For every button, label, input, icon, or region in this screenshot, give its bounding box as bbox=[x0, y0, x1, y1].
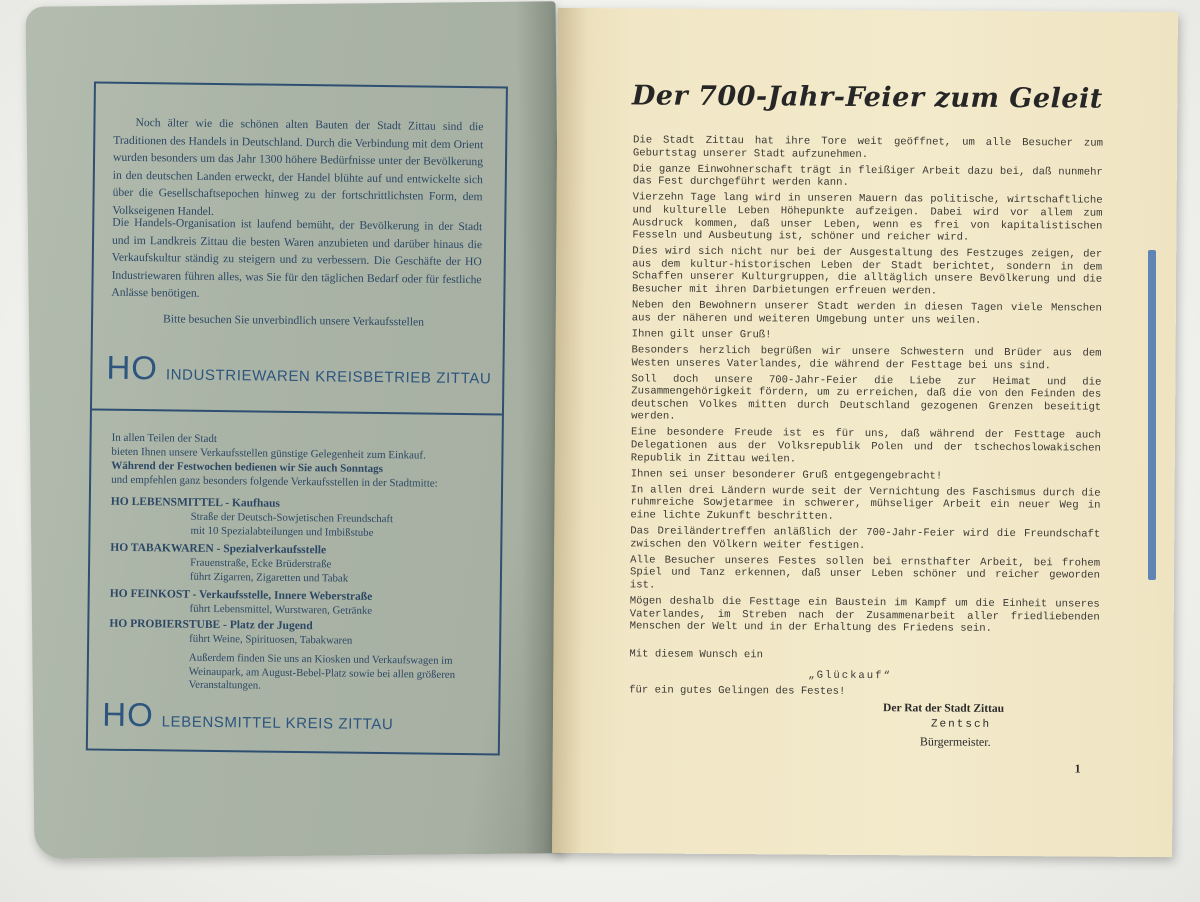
body-text bbox=[630, 134, 1103, 640]
gluckauf-line: „Glückauf“ bbox=[808, 669, 892, 683]
store-tabakwaren bbox=[110, 541, 480, 588]
store-detail: führt Zigarren, Zigaretten und Tabak bbox=[189, 570, 349, 585]
intro-line: und empfehlen ganz besonders folgende Verkaufsstellen in der Stadtmitte: bbox=[111, 473, 438, 490]
ad-paragraph-organisation: Die Handels-Organisation ist laufend bemüht, der Bevölkerung in der Stadt und im Landkreis Zittau die besten Waren anzubieten und darüber hinaus die Verkaufskultur ständig zu steigern und zu verbessern. Die Geschäfte der HO Industriewaren führen alles, was Sie für den täglichen Bedarf oder für festliche Anlässe benötigen. bbox=[111, 215, 483, 300]
intro-line: In allen Teilen der Stadt bbox=[111, 431, 218, 446]
store-detail: führt Lebensmittel, Wurstwaren, Getränke bbox=[189, 602, 373, 617]
ad-industriewaren bbox=[92, 84, 506, 414]
store-detail: Straße der Deutsch-Sowjetischen Freundschaft bbox=[190, 510, 394, 526]
store-name: HO LEBENSMITTEL - Kaufhaus bbox=[110, 495, 280, 510]
paragraph: Vierzehn Tage lang wird in unseren Mauern das politische, wirtschaftliche und kulturelle Leben Höhepunkte aufzeigen. Dabei wird vor allem zum Ausdruck kommen, daß unser Leben, wenn es frei von kapitalistischen Fesseln und Ausbeutung ist, schöner und reicher wird. bbox=[632, 191, 1103, 244]
ho-lebensmittel-brand bbox=[102, 696, 394, 738]
store-detail: Frauenstraße, Ecke Brüderstraße bbox=[190, 556, 332, 571]
ad-lebensmittel bbox=[88, 410, 502, 753]
intro-bold-line: Während der Festwochen bedienen wir Sie auch Sonntags bbox=[111, 459, 384, 476]
paragraph: Besonders herzlich begrüßen wir unsere Schwestern und Brüder aus dem Westen unseres Vaterlandes, die während der Festtage bei uns sind. bbox=[631, 344, 1102, 372]
paragraph: Ihnen sei unser besonderer Gruß entgegengebracht! bbox=[630, 468, 943, 483]
left-page bbox=[26, 1, 565, 859]
store-name: HO PROBIERSTUBE - Platz der Jugend bbox=[109, 617, 313, 633]
ho-logo: HO bbox=[106, 348, 159, 387]
page-title: Der 700-Jahr-Feier zum Geleit bbox=[631, 80, 1103, 115]
signature-council: Der Rat der Stadt Zittau bbox=[883, 702, 1005, 715]
store-lebensmittel bbox=[110, 495, 480, 542]
signature-name: Zentsch bbox=[930, 718, 992, 731]
signature-role: Bürgermeister. bbox=[919, 734, 991, 749]
store-detail: führt Weine, Spirituosen, Tabakwaren bbox=[189, 632, 353, 647]
paragraph: Ihnen gilt unser Gruß! bbox=[631, 328, 772, 342]
paragraph: Eine besondere Freude ist es für uns, daß während der Festtage auch Delegationen aus der Volksrepublik Polen und der tschechoslowakischen Republik in Zittau weilen. bbox=[630, 426, 1102, 466]
page-number: 1 bbox=[1074, 761, 1081, 776]
store-name: HO TABAKWAREN - Spezialverkaufsstelle bbox=[110, 541, 327, 557]
paragraph: Die Stadt Zittau hat ihre Tore weit geöffnet, um alle Besucher zum Geburtstag unserer Stadt aufzunehmen. bbox=[632, 134, 1104, 161]
ho-industriewaren-brand bbox=[106, 349, 491, 392]
ad-outro: Außerdem finden Sie uns an Kiosken und Verkaufswagen im Weinaupark, am August-Bebel-Platz sowie bei allen größeren Veranstaltungen. bbox=[188, 651, 456, 692]
right-page bbox=[552, 8, 1178, 857]
paragraph: In allen drei Ländern wurde seit der Vernichtung des Faschismus durch die ruhmreiche Sowjetarmee in schwerer, mühseliger Arbeit ein neuer Weg in eine lichte Zukunft beschritten. bbox=[630, 484, 1101, 523]
blue-page-edge bbox=[1148, 250, 1156, 580]
festes-line: für ein gutes Gelingen des Festes! bbox=[629, 684, 846, 698]
wish-line: Mit diesem Wunsch ein bbox=[629, 648, 763, 662]
store-name: HO FEINKOST - Verkaufsstelle, Innere Weberstraße bbox=[109, 587, 373, 603]
ad-paragraph-visit: Bitte besuchen Sie unverbindlich unsere Verkaufsstellen bbox=[163, 312, 425, 329]
paragraph: Mögen deshalb die Festtage ein Baustein im Kampf um die Einheit unseres Vaterlandes, im Streben nach der Zusammenarbeit aller friedliebenden Menschen der Welt und in der Erhaltung des Friedens sein. bbox=[629, 595, 1100, 636]
ho-company-name: INDUSTRIEWAREN KREISBETRIEB ZITTAU bbox=[165, 366, 492, 388]
store-detail: mit 10 Spezialabteilungen und Imbißstube bbox=[190, 524, 374, 539]
ad-paragraph-history: Noch älter wie die schönen alten Bauten der Stadt Zittau sind die Traditionen des Handels in Deutschland. Durch die Verbindung mit dem Orient wurden besonders um das Jahr 1300 höhere Bedürfnisse unter der Bevölkerung in den deutschen Landen erweckt, der Handel blühte auf und entwickelte sich über die Gesellschaftsepochen hinweg zu der fortschrittlichsten Form, dem Volkseigenen Handel. bbox=[112, 115, 484, 218]
ho-company-name: LEBENSMITTEL KREIS ZITTAU bbox=[161, 713, 394, 734]
paragraph: Soll doch unsere 700-Jahr-Feier die Liebe zur Heimat und die Zusammengehörigkeit fördern, um zu erreichen, daß die von den Feinden des deutschen Volkes mitten durch Deutschland gezogenen Grenzen beseitigt werden. bbox=[631, 372, 1102, 424]
paragraph: Alle Besucher unseres Festes sollen bei ernsthafter Arbeit, bei frohem Spiel und Tanz erkennen, daß unser Leben schöner und reicher geworden ist. bbox=[629, 554, 1101, 592]
paragraph: Neben den Bewohnern unserer Stadt werden in diesen Tagen viele Menschen aus der näheren und weiteren Umgebung unter uns weilen. bbox=[631, 299, 1102, 327]
store-probierstube bbox=[109, 617, 479, 650]
store-feinkost bbox=[109, 587, 479, 620]
intro-line: bieten Ihnen unsere Verkaufsstellen günstige Gelegenheit zum Einkauf. bbox=[111, 445, 426, 462]
ad-intro bbox=[111, 431, 492, 492]
paragraph: Das Dreiländertreffen anläßlich der 700-Jahr-Feier wird die Freundschaft zwischen den Völkern weiter festigen. bbox=[630, 525, 1101, 552]
ho-logo: HO bbox=[102, 695, 154, 734]
advertisement-box bbox=[86, 81, 508, 755]
paragraph: Dies wird sich nicht nur bei der Ausgestaltung des Festzuges zeigen, der aus dem kultur-historischen Leben der Stadt berichtet, sondern in dem Schaffen unserer Kulturgruppen, die alltäglich unsere Bevölkerung und die Besucher mit ihren Darbietungen erfreuen werden. bbox=[631, 245, 1103, 298]
paragraph: Die ganze Einwohnerschaft trägt in fleißiger Arbeit dazu bei, daß nunmehr das Fest durchgeführt werden kann. bbox=[632, 163, 1103, 190]
